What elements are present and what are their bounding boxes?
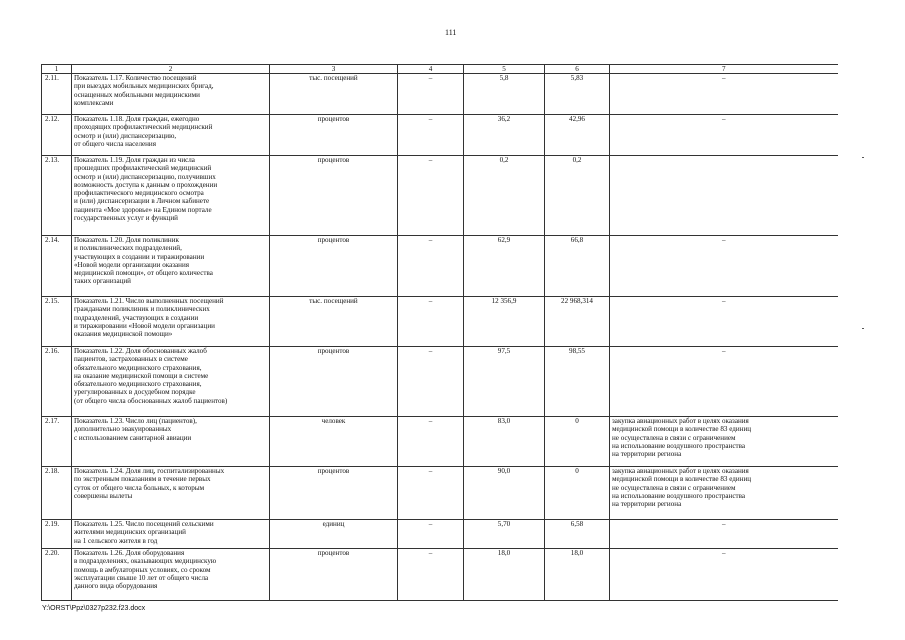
col-header-7: 7 xyxy=(610,65,838,74)
indicator-name: Показатель 1.17. Количество посещений при выездах мобильных медицинских бригад, оснащенных мобильными медицинскими комплексами xyxy=(72,74,270,115)
col6-value: 98,55 xyxy=(545,347,610,417)
indicator-table xyxy=(41,64,838,601)
col4-cell: – xyxy=(398,347,464,417)
col6-value: 18,0 xyxy=(545,549,610,601)
row-number: 2.19. xyxy=(42,520,72,549)
note-cell xyxy=(610,156,838,236)
col4-cell: – xyxy=(398,236,464,297)
col5-value: 97,5 xyxy=(464,347,545,417)
file-path-footer: Y:\ORST\Ppz\0327p232.f23.docx xyxy=(42,605,146,612)
col5-value: 62,9 xyxy=(464,236,545,297)
unit-cell: тыс. посещений xyxy=(270,74,398,115)
col6-value: 5,83 xyxy=(545,74,610,115)
col6-value: 6,58 xyxy=(545,520,610,549)
col-header-6: 6 xyxy=(545,65,610,74)
note-cell: – xyxy=(610,347,838,417)
col5-value: 0,2 xyxy=(464,156,545,236)
col-header-1: 1 xyxy=(42,65,72,74)
note-cell: – xyxy=(610,236,838,297)
indicator-name: Показатель 1.21. Число выполненных посещений гражданами поликлиник и поликлинических подразделений, участвующих в создании и тиражировании «Новой модели организации оказания медицинской помощи» xyxy=(72,297,270,347)
note-cell: – xyxy=(610,74,838,115)
unit-cell: процентов xyxy=(270,467,398,520)
table-row xyxy=(42,74,838,115)
table-row xyxy=(42,520,838,549)
col6-value: 66,8 xyxy=(545,236,610,297)
indicator-name: Показатель 1.18. Доля граждан, ежегодно проходящих профилактический медицинский осмотр и (или) диспансеризацию, от общего числа населения xyxy=(72,115,270,156)
col5-value: 5,70 xyxy=(464,520,545,549)
col4-cell: – xyxy=(398,520,464,549)
table-row xyxy=(42,549,838,601)
col4-cell: – xyxy=(398,115,464,156)
indicator-name: Показатель 1.23. Число лиц (пациентов), дополнительно эвакуированных с использованием санитарной авиации xyxy=(72,417,270,467)
row-number: 2.14. xyxy=(42,236,72,297)
col6-value: 42,96 xyxy=(545,115,610,156)
col5-value: 12 356,9 xyxy=(464,297,545,347)
unit-cell: процентов xyxy=(270,156,398,236)
unit-cell: процентов xyxy=(270,115,398,156)
col-header-3: 3 xyxy=(270,65,398,74)
col4-cell: – xyxy=(398,74,464,115)
indicator-name: Показатель 1.26. Доля оборудования в подразделениях, оказывающих медицинскую помощь в амбулаторных условиях, со сроком эксплуатации свыше 10 лет от общего числа данного вида оборудования xyxy=(72,549,270,601)
edge-mark xyxy=(862,157,864,158)
table-row xyxy=(42,347,838,417)
table-row xyxy=(42,467,838,520)
note-cell: закупка авиационных работ в целях оказания медицинской помощи в количестве 83 единиц не осуществлена в связи с ограничением на использование воздушного пространства на территории региона xyxy=(610,467,838,520)
col5-value: 5,8 xyxy=(464,74,545,115)
page-number: 111 xyxy=(445,28,457,37)
row-number: 2.17. xyxy=(42,417,72,467)
edge-mark xyxy=(862,328,864,329)
table-row xyxy=(42,417,838,467)
unit-cell: тыс. посещений xyxy=(270,297,398,347)
unit-cell: единиц xyxy=(270,520,398,549)
row-number: 2.12. xyxy=(42,115,72,156)
note-cell: – xyxy=(610,297,838,347)
note-cell: – xyxy=(610,115,838,156)
row-number: 2.11. xyxy=(42,74,72,115)
col6-value: 0 xyxy=(545,467,610,520)
row-number: 2.18. xyxy=(42,467,72,520)
col4-cell: – xyxy=(398,549,464,601)
table-header-row xyxy=(42,65,838,74)
col5-value: 83,0 xyxy=(464,417,545,467)
indicator-name: Показатель 1.22. Доля обоснованных жалоб пациентов, застрахованных в системе обязательного медицинского страхования, на оказание медицинской помощи в системе обязательного медицинского страхования, урегулированных в досудебном порядке (от общего числа обоснованных жалоб пациентов) xyxy=(72,347,270,417)
indicator-name: Показатель 1.24. Доля лиц, госпитализированных по экстренным показаниям в течение первых суток от общего числа больных, к которым совершены вылеты xyxy=(72,467,270,520)
col5-value: 36,2 xyxy=(464,115,545,156)
col6-value: 22 968,314 xyxy=(545,297,610,347)
col5-value: 90,0 xyxy=(464,467,545,520)
col4-cell: – xyxy=(398,467,464,520)
col6-value: 0,2 xyxy=(545,156,610,236)
table-row xyxy=(42,297,838,347)
table-row xyxy=(42,156,838,236)
col-header-4: 4 xyxy=(398,65,464,74)
note-cell: закупка авиационных работ в целях оказания медицинской помощи в количестве 83 единиц не осуществлена в связи с ограничением на использование воздушного пространства на территории региона xyxy=(610,417,838,467)
indicator-name: Показатель 1.19. Доля граждан из числа прошедших профилактический медицинский осмотр и (или) диспансеризацию, получивших возможность доступа к данным о прохождении профилактического медицинского осмотра и (или) диспансеризации в Личном кабинете пациента «Мое здоровье» на Едином портале государственных услуг и функций xyxy=(72,156,270,236)
col4-cell: – xyxy=(398,156,464,236)
note-cell: – xyxy=(610,520,838,549)
col4-cell: – xyxy=(398,297,464,347)
row-number: 2.15. xyxy=(42,297,72,347)
row-number: 2.16. xyxy=(42,347,72,417)
note-cell: – xyxy=(610,549,838,601)
col4-cell: – xyxy=(398,417,464,467)
unit-cell: процентов xyxy=(270,347,398,417)
col-header-5: 5 xyxy=(464,65,545,74)
table-row xyxy=(42,236,838,297)
table-row xyxy=(42,115,838,156)
col5-value: 18,0 xyxy=(464,549,545,601)
col-header-2: 2 xyxy=(72,65,270,74)
unit-cell: человек xyxy=(270,417,398,467)
row-number: 2.13. xyxy=(42,156,72,236)
unit-cell: процентов xyxy=(270,236,398,297)
row-number: 2.20. xyxy=(42,549,72,601)
indicator-name: Показатель 1.20. Доля поликлиник и поликлинических подразделений, участвующих в создании и тиражировании «Новой модели организации оказания медицинской помощи», от общего количества таких организаций xyxy=(72,236,270,297)
col6-value: 0 xyxy=(545,417,610,467)
indicator-name: Показатель 1.25. Число посещений сельскими жителями медицинских организаций на 1 сельского жителя в год xyxy=(72,520,270,549)
unit-cell: процентов xyxy=(270,549,398,601)
